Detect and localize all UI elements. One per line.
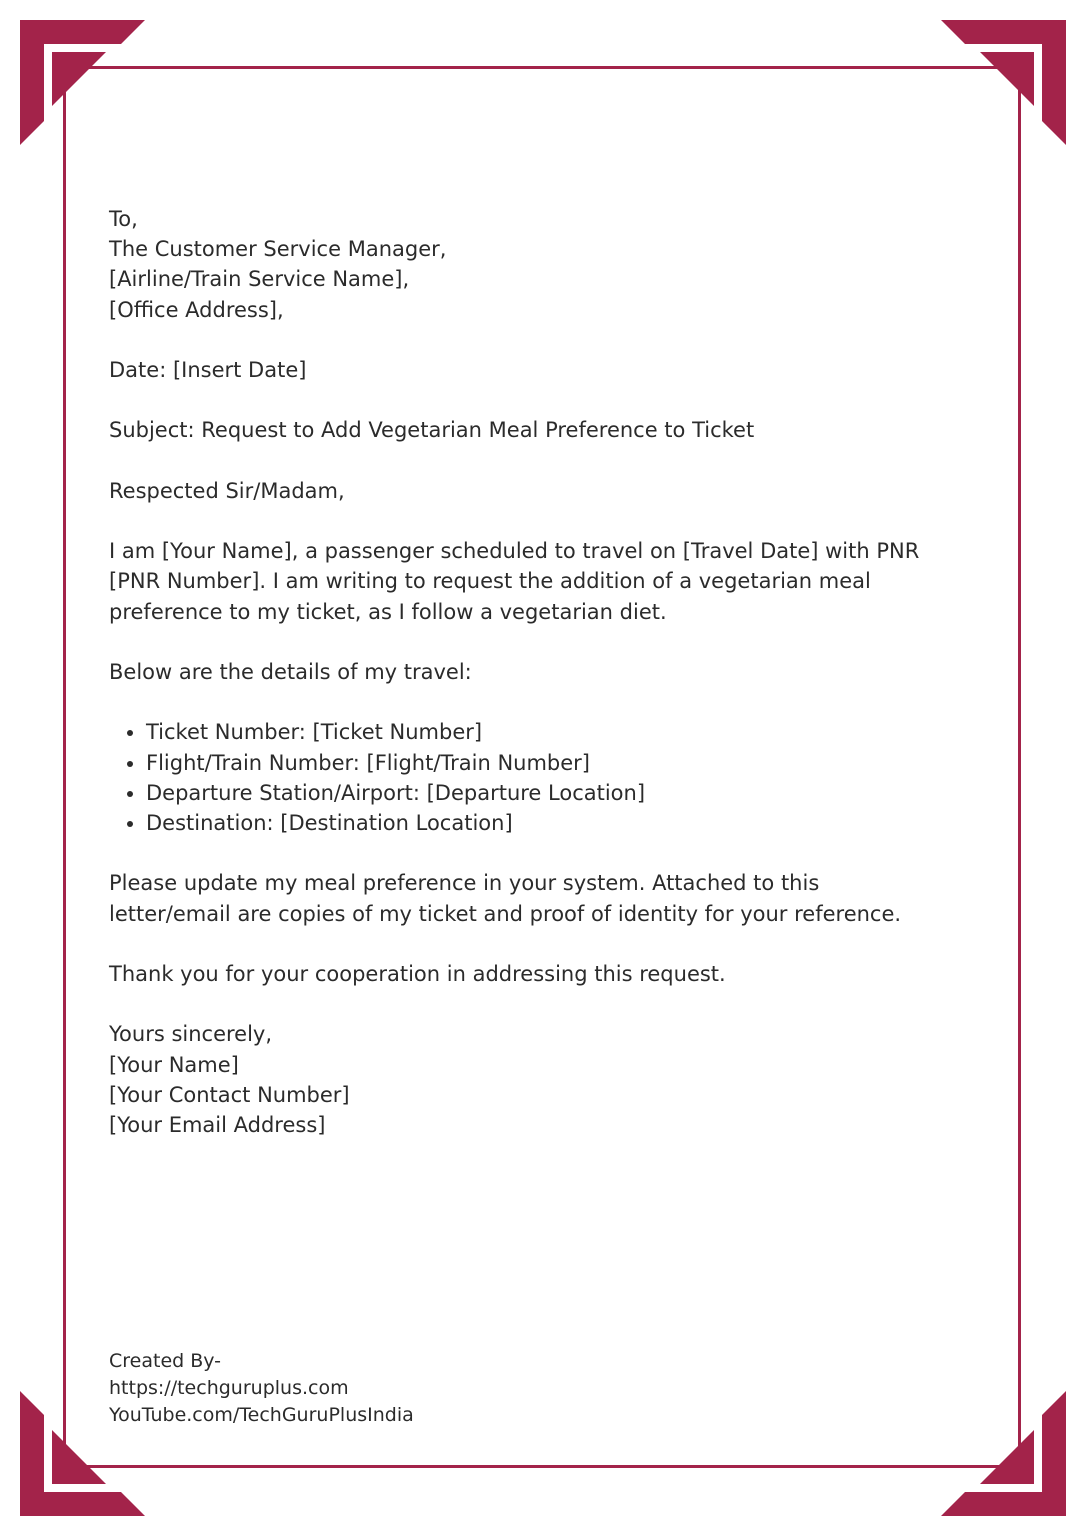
intro-paragraph bbox=[109, 536, 969, 627]
recipient-title: The Customer Service Manager, bbox=[109, 237, 447, 262]
travel-details-list bbox=[109, 717, 969, 838]
footer-credits bbox=[109, 1348, 414, 1429]
signature-contact: [Your Contact Number] bbox=[109, 1082, 350, 1107]
list-item: • Flight/Train Number: [Flight/Train Number] bbox=[146, 748, 969, 778]
corner-ornament-top-left bbox=[20, 20, 145, 145]
greeting: Respected Sir/Madam, bbox=[109, 478, 345, 503]
recipient-service-name: [Airline/Train Service Name], bbox=[109, 267, 410, 292]
recipient-to: To, bbox=[109, 207, 138, 231]
closing: Yours sincerely, bbox=[109, 1022, 273, 1047]
website-link[interactable]: https://techguruplus.com bbox=[109, 1377, 349, 1399]
list-item: • Ticket Number: [Ticket Number] bbox=[146, 717, 969, 747]
subject-line: Subject: Request to Add Vegetarian Meal Preference to Ticket bbox=[109, 418, 755, 443]
details-intro: Below are the details of my travel: bbox=[109, 659, 472, 684]
request-paragraph bbox=[109, 868, 969, 928]
date-line: Date: [Insert Date] bbox=[109, 358, 307, 382]
signature-block bbox=[109, 1019, 969, 1140]
list-item: • Departure Station/Airport: [Departure Location] bbox=[146, 778, 969, 808]
letter-body bbox=[109, 204, 969, 1140]
created-by: Created By- bbox=[109, 1350, 222, 1372]
request-line: letter/email are copies of my ticket and proof of identity for your reference. bbox=[109, 901, 902, 926]
intro-line: I am [Your Name], a passenger scheduled to travel on [Travel Date] with PNR bbox=[109, 539, 920, 564]
corner-ornament-top-right bbox=[941, 20, 1066, 145]
recipient-block bbox=[109, 204, 969, 325]
youtube-link[interactable]: YouTube.com/TechGuruPlusIndia bbox=[109, 1404, 414, 1426]
thanks-line: Thank you for your cooperation in addressing this request. bbox=[109, 961, 726, 986]
signature-email: [Your Email Address] bbox=[109, 1112, 326, 1137]
corner-ornament-bottom-right bbox=[941, 1391, 1066, 1516]
list-item: • Destination: [Destination Location] bbox=[146, 808, 969, 838]
signature-name: [Your Name] bbox=[109, 1052, 239, 1077]
request-line: Please update my meal preference in your system. Attached to this bbox=[109, 871, 820, 896]
intro-line: [PNR Number]. I am writing to request the addition of a vegetarian meal bbox=[109, 569, 871, 594]
intro-line: preference to my ticket, as I follow a vegetarian diet. bbox=[109, 599, 667, 624]
recipient-address: [Office Address], bbox=[109, 297, 284, 322]
